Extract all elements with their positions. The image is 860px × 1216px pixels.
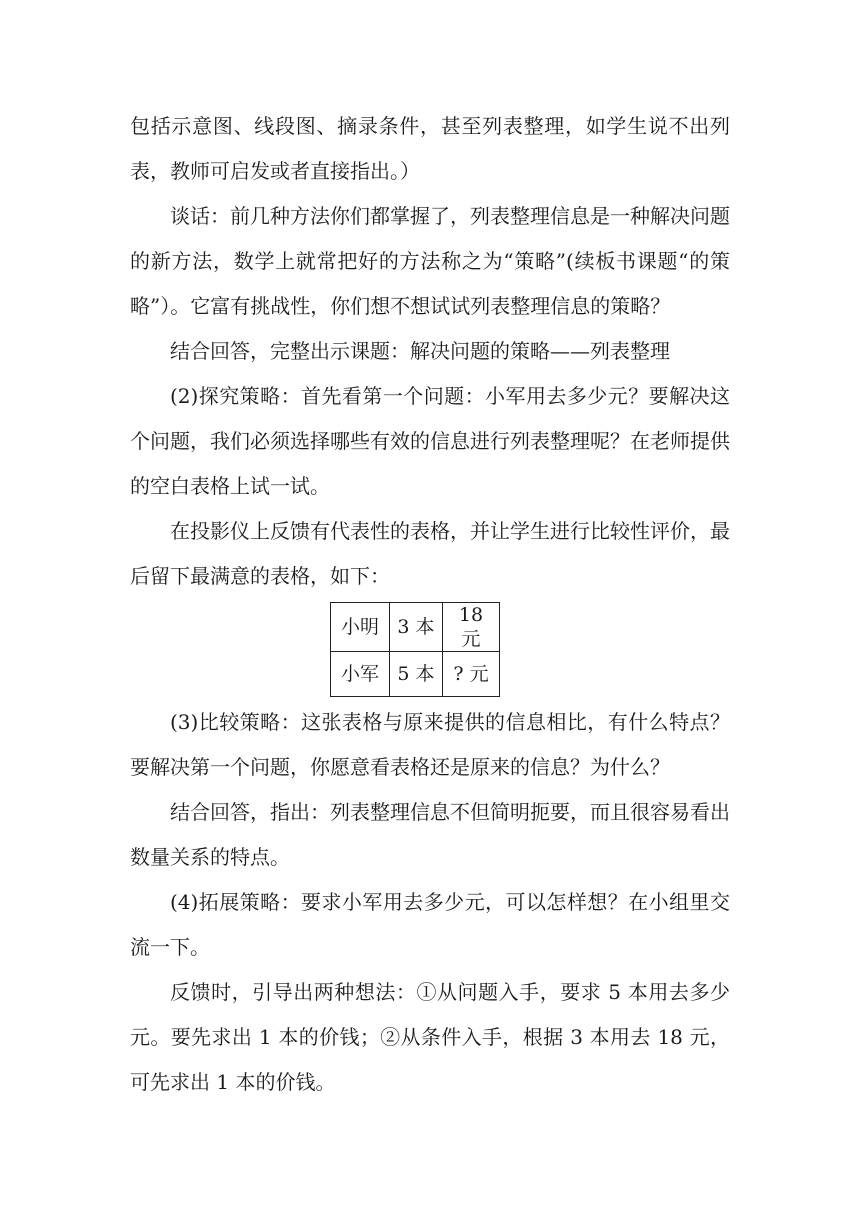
info-table [330,602,500,697]
table-row [331,603,500,652]
paragraph-topic: 结合回答，完整出示课题：解决问题的策略——列表整理 [170,339,670,363]
paragraph-continuation: 包括示意图、线段图、摘录条件，甚至列表整理，如学生说不出列表，教师可启发或者直接指出。） [130,114,730,183]
table-wrapper [130,599,730,700]
document-body [130,104,730,1105]
table-cell: ? 元 [443,652,500,697]
table-cell: 小军 [331,652,390,697]
paragraph-explore-strategy: (2)探究策略：首先看第一个问题：小军用去多少元？要解决这个问题，我们必须选择哪些有效的信息进行列表整理呢？在老师提供的空白表格上试一试。 [130,384,730,498]
table-cell: 3 本 [390,603,443,652]
paragraph-extend-strategy: (4)拓展策略：要求小军用去多少元，可以怎样想？在小组里交流一下。 [130,890,730,959]
paragraph-compare-strategy: (3)比较策略：这张表格与原来提供的信息相比，有什么特点？要解决第一个问题，你愿意看表格还是原来的信息？为什么？ [130,710,730,779]
table-cell: 小明 [331,603,390,652]
table-cell: 5 本 [390,652,443,697]
paragraph-projector-feedback: 在投影仪上反馈有代表性的表格，并让学生进行比较性评价，最后留下最满意的表格，如下： [130,519,730,588]
paragraph-feedback-ideas: 反馈时，引导出两种想法：①从问题入手，要求 5 本用去多少元。要先求出 1 本的价钱；②从条件入手，根据 3 本用去 18 元，可先求出 1 本的价钱。 [130,980,730,1094]
table-cell: 18 元 [443,603,500,652]
paragraph-conclusion: 结合回答，指出：列表整理信息不但简明扼要，而且很容易看出数量关系的特点。 [130,800,730,869]
paragraph-talk: 谈话：前几种方法你们都掌握了，列表整理信息是一种解决问题的新方法，数学上就常把好的方法称之为“策略”(续板书课题“的策略”）。它富有挑战性，你们想不想试试列表整理信息的策略？ [130,204,730,318]
table-row [331,652,500,697]
